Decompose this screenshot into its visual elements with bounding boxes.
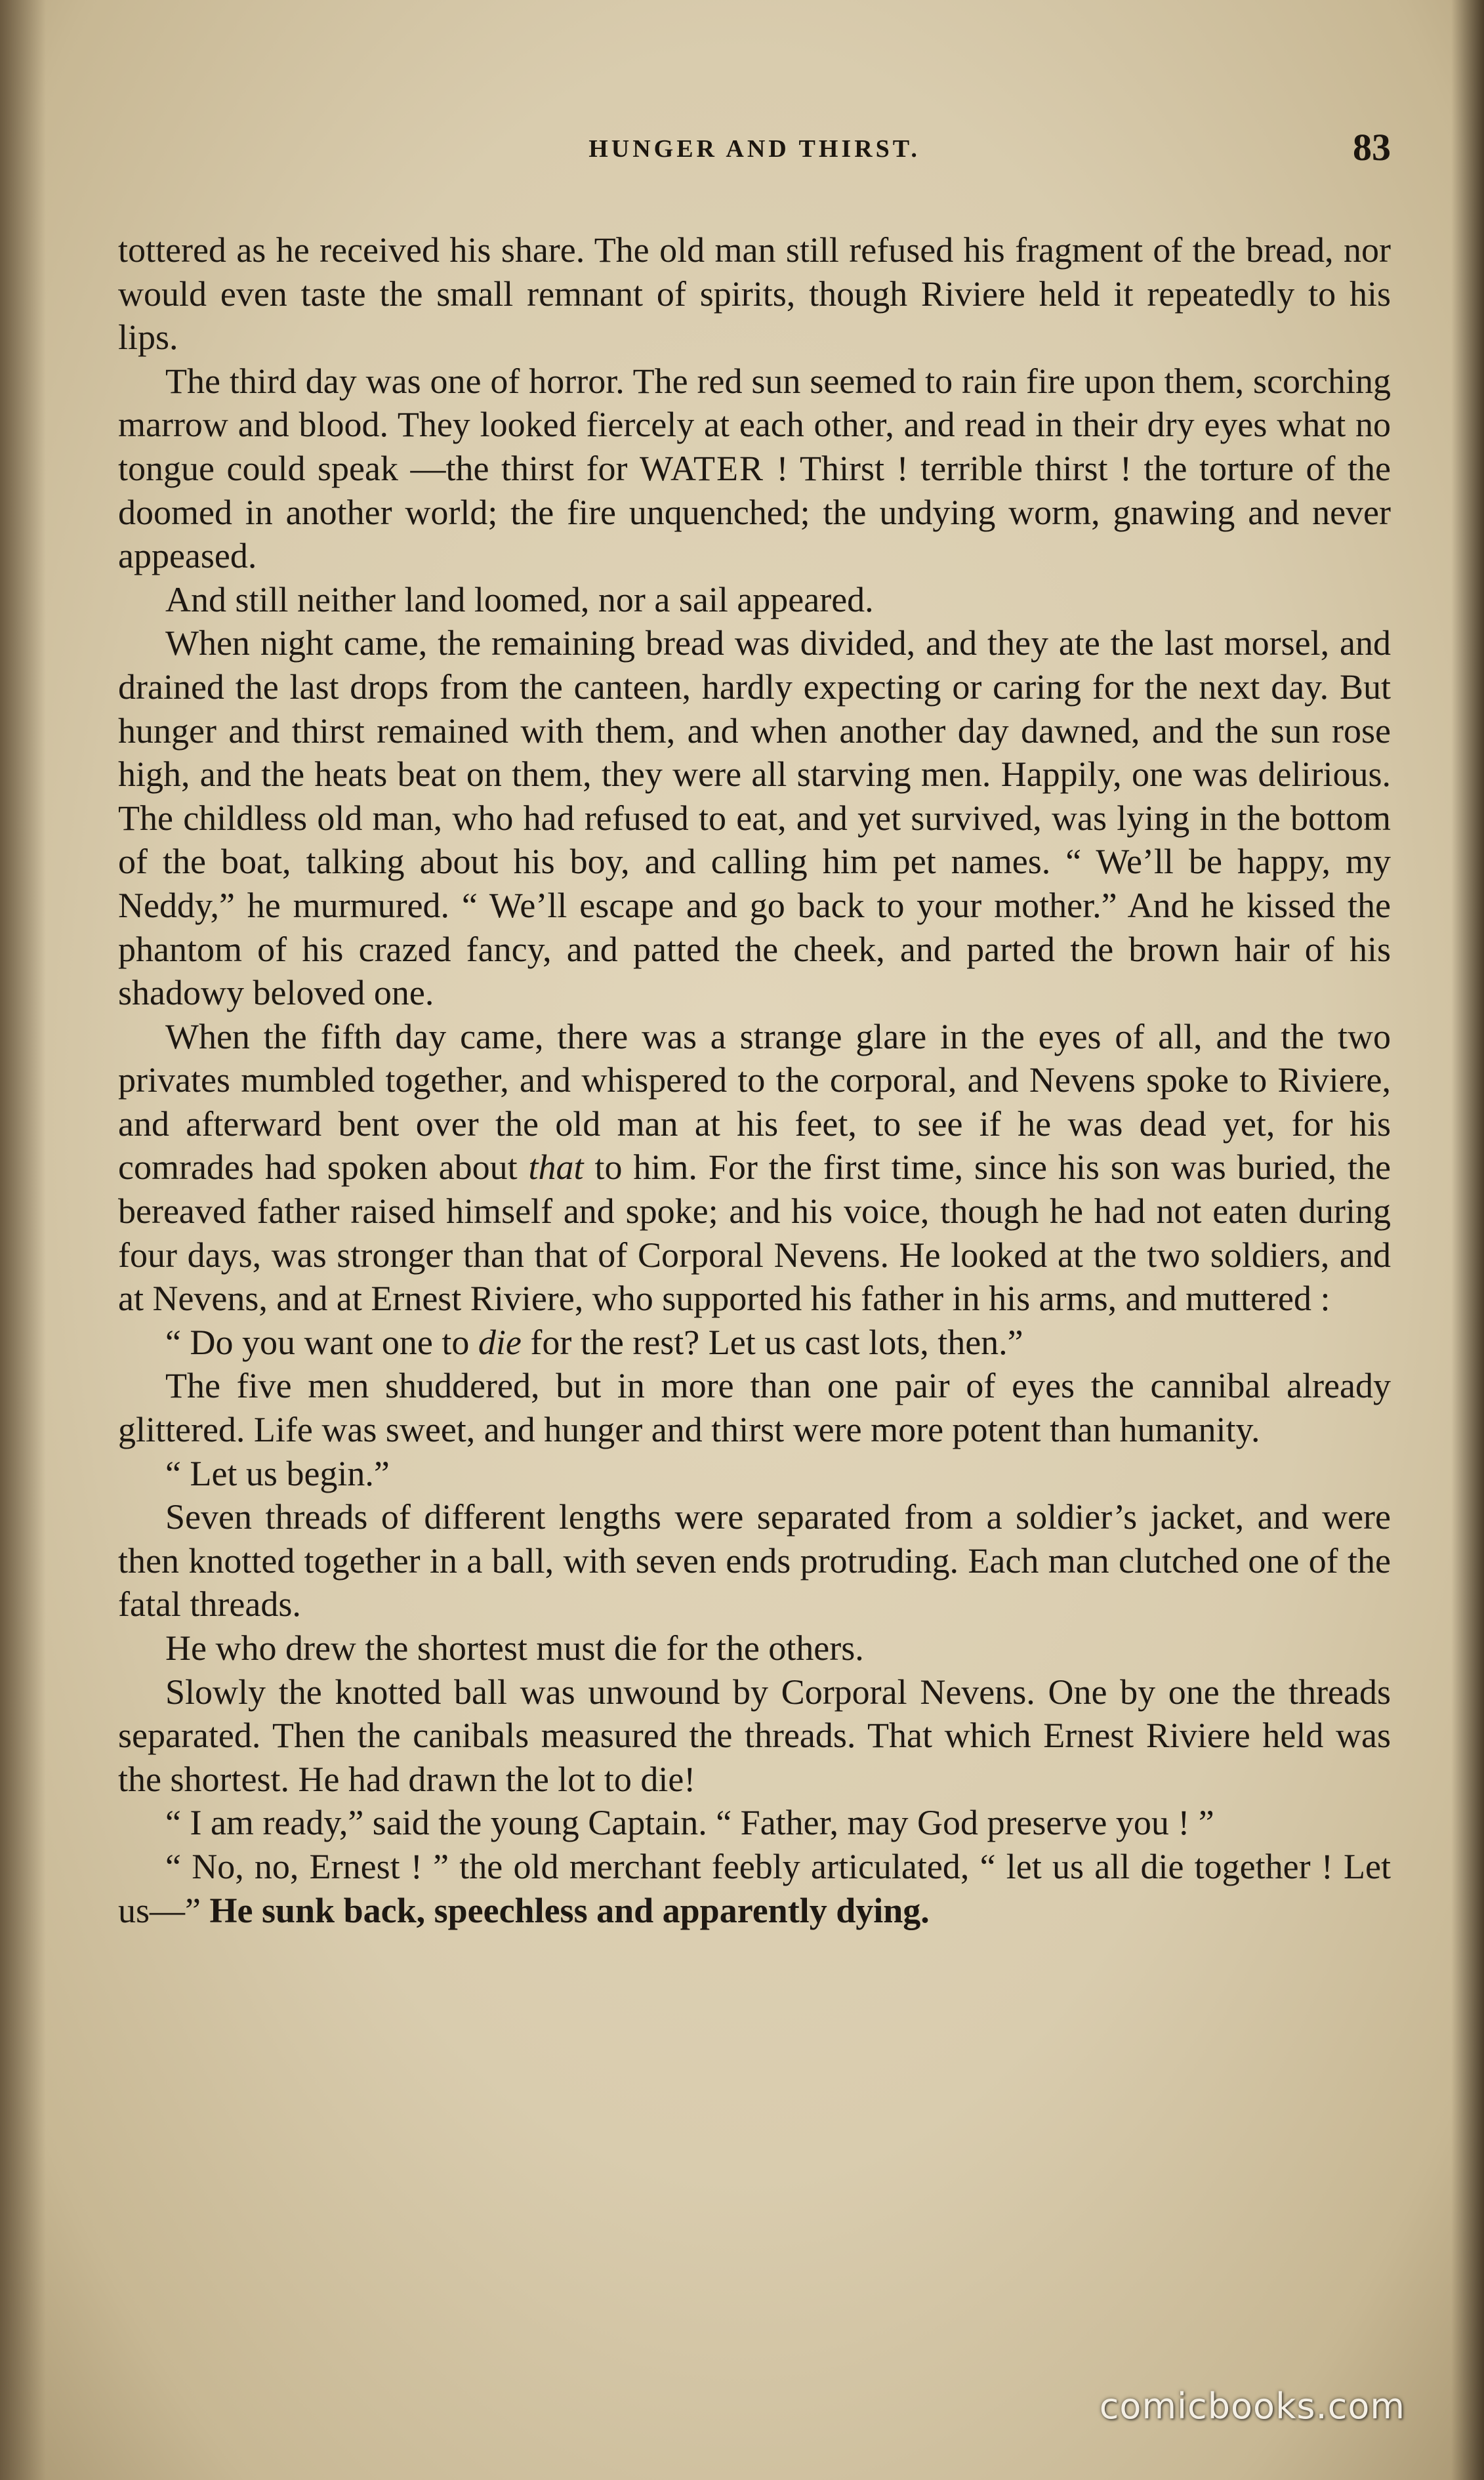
paragraph-text: The third day was one of horror. The red sun seemed to rain fire upon them, scorching marrow and blood. They looked fiercely at each other, and read in their dry eyes what no tongue could speak —the thirst for [118, 361, 1391, 488]
paragraph-text: He sunk back, speechless and apparently dying. [209, 1890, 930, 1930]
paragraph: The five men shuddered, but in more than one pair of eyes the cannibal already glittered. Life was sweet, and hunger and thirst were more potent than humanity. [118, 1366, 1391, 1450]
paragraph: And still neither land loomed, nor a sail appeared. [165, 579, 874, 619]
italic-word: die [478, 1322, 522, 1362]
water-word: WATER [640, 448, 764, 488]
italic-word: that [528, 1147, 584, 1188]
paragraph-text: ! Thirst ! terrible thirst ! the torture of the doomed in another world; the fire unquenched; the undying worm, gnawing and never appeased. [118, 448, 1391, 576]
paragraph: When night came, the remaining bread was divided, and they ate the last morsel, and drained the last drops from the canteen, hardly expecting or caring for the next day. But hunger and thirst remained with them, and when another day dawned, and the sun rose high, and the heats beat on them, they were all starving men. Happily, one was delirious. The childless old man, who had refused to eat, and yet survived, was lying in the bottom of the boat, talking about his boy, and calling him pet names. “ We’ll be happy, my Neddy,” he murmured. “ We’ll escape and go back to your mother.” And he kissed the phantom of his crazed fancy, and patted the cheek, and parted the brown hair of his shadowy beloved one. [118, 623, 1391, 1013]
paragraph [118, 1845, 1391, 1932]
page-number: 83 [1353, 126, 1391, 169]
paragraph [118, 1321, 1391, 1365]
paragraph-text: to him. For the first time, since his son was buried, the bereaved father raised himself and spoke; and his voice, though he had not eaten during four days, was stronger than that of Corporal Nevens. He looked at the two soldiers, and at Nevens, and at Ernest Riviere, who supported his father in his arms, and muttered : [118, 1147, 1391, 1319]
paragraph: Seven threads of different lengths were separated from a soldier’s jacket, and were then knotted together in a ball, with seven ends protruding. Each man clutched one of the fatal threads. [118, 1497, 1391, 1624]
paragraph [118, 360, 1391, 578]
paragraph: Slowly the knotted ball was unwound by Corporal Nevens. One by one the threads separated. Then the canibals measured the threads. That which Ernest Riviere held was the shortest. He had drawn the lot to die! [118, 1672, 1391, 1799]
paragraph-text: for the rest? Let us cast lots, then.” [530, 1322, 1023, 1362]
body-text [118, 228, 1391, 1932]
running-title: HUNGER AND THIRST. [588, 135, 920, 163]
paragraph-text: “ Do you want one to [165, 1322, 470, 1362]
paragraph: “ Let us begin.” [165, 1453, 390, 1493]
watermark: comicbooks.com [1099, 2386, 1405, 2427]
paragraph: He who drew the shortest must die for the others. [165, 1628, 864, 1668]
paragraph-text: “ No, no, Ernest ! ” the old merchant feebly articulated, “ let us all die together ! Let us—” [118, 1846, 1391, 1930]
paragraph-text: When the fifth day came, there was a strange glare in the eyes of all, and the two privates mumbled together, and whispered to the corporal, and Nevens spoke to Riviere, and afterward bent over the old man at his feet, to see if he was dead yet, for his comrades had spoken about [118, 1016, 1391, 1188]
paragraph: tottered as he received his share. The old man still refused his fragment of the bread, nor would even taste the small remnant of spirits, though Riviere held it repeatedly to his lips. [118, 230, 1391, 358]
running-head [118, 126, 1391, 180]
paragraph: “ I am ready,” said the young Captain. “ Father, may God preserve you ! ” [165, 1803, 1214, 1843]
paragraph [118, 1015, 1391, 1321]
